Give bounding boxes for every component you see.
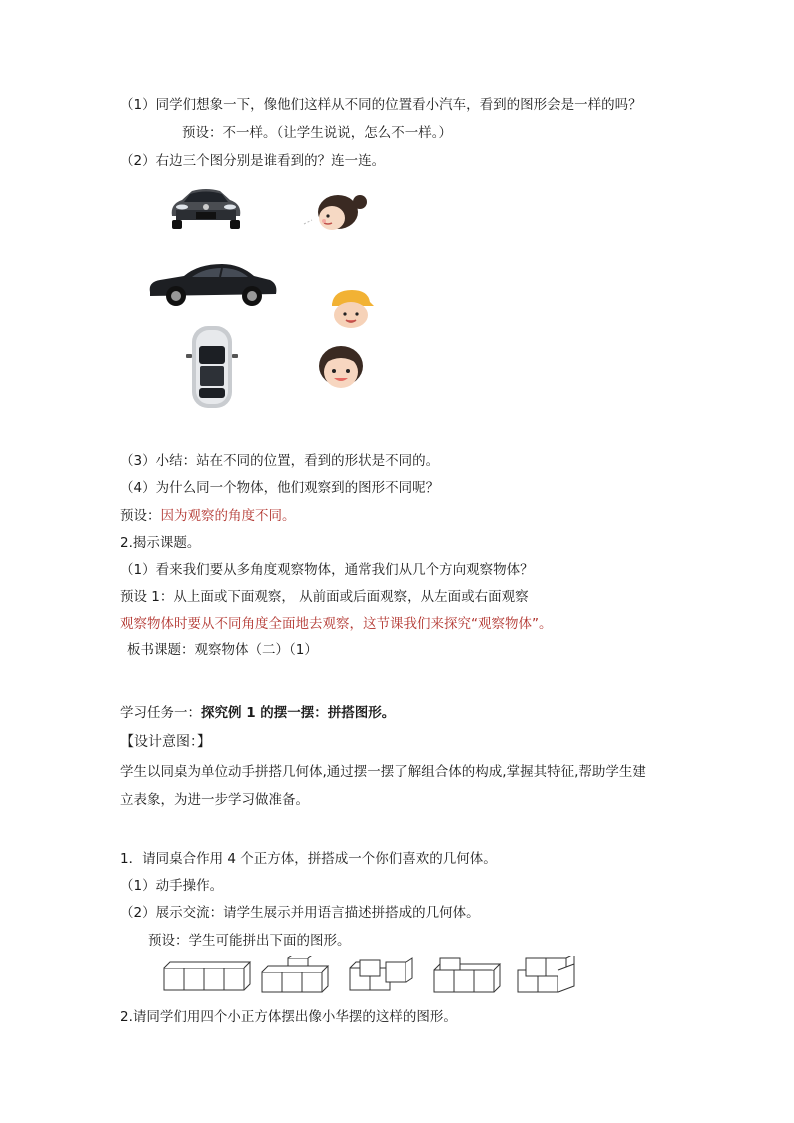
task-label: 学习任务一： <box>120 705 201 721</box>
car-top-view-image <box>182 322 242 412</box>
board-title: 板书课题：观察物体（二）（1） <box>127 642 318 658</box>
boy-with-cap-face-icon <box>326 288 376 330</box>
cube-arrangement-1 <box>164 962 250 990</box>
cube-arrangement-2 <box>262 956 328 992</box>
question-1-preset: 预设：不一样。（让学生说说，怎么不一样。） <box>182 125 452 141</box>
design-intent-text-1: 学生以同桌为单位动手拼搭几何体,通过摆一摆了解组合体的构成,掌握其特征,帮助学生建 <box>120 764 646 780</box>
step-1-preset: 预设：学生可能拼出下面的图形。 <box>148 933 351 949</box>
question-4: （4）为什么同一个物体，他们观察到的图形不同呢？ <box>120 480 440 496</box>
question-3-summary: （3）小结：站在不同的位置，看到的形状是不同的。 <box>120 453 440 469</box>
learning-task-heading <box>120 704 395 722</box>
step-2: 2.请同学们用四个小正方体摆出像小华摆的这样的图形。 <box>120 1009 457 1025</box>
car-side-view-image <box>146 258 280 308</box>
cube-arrangement-4 <box>434 958 500 992</box>
question-4-preset <box>120 507 296 525</box>
section-2-preset: 预设 1：从上面或下面观察， 从前面或后面观察，从左面或右面观察 <box>120 589 529 605</box>
step-1-a: （1）动手操作。 <box>120 878 224 894</box>
preset-answer: 因为观察的角度不同。 <box>160 508 296 524</box>
car-front-view-image <box>166 186 246 232</box>
step-1-b: （2）展示交流：请学生展示并用语言描述拼搭成的几何体。 <box>120 905 480 921</box>
task-title: 探究例 1 的摆一摆：拼搭图形。 <box>201 705 396 721</box>
section-2-question-1: （1）看来我们要从多角度观察物体，通常我们从几个方向观察物体？ <box>120 562 534 578</box>
girl-side-face-icon <box>302 190 372 236</box>
cube-arrangements-figure <box>160 956 580 996</box>
step-1: 1．请同桌合作用 4 个正方体，拼搭成一个你们喜欢的几何体。 <box>120 851 497 867</box>
cube-arrangement-3 <box>350 958 412 990</box>
question-1: （1）同学们想象一下，像他们这样从不同的位置看小汽车，看到的图形会是一样的吗？ <box>120 97 642 113</box>
question-2: （2）右边三个图分别是谁看到的？连一连。 <box>120 153 386 169</box>
girl-front-face-icon <box>316 344 366 392</box>
design-intent-heading: 【设计意图：】 <box>120 734 211 750</box>
preset-label: 预设： <box>120 508 161 524</box>
section-2-conclusion: 观察物体时要从不同角度全面地去观察，这节课我们来探究“观察物体”。 <box>120 616 553 632</box>
design-intent-text-2: 立表象，为进一步学习做准备。 <box>120 792 309 808</box>
section-2-heading: 2.揭示课题。 <box>120 535 201 551</box>
cube-arrangement-5 <box>518 956 574 992</box>
